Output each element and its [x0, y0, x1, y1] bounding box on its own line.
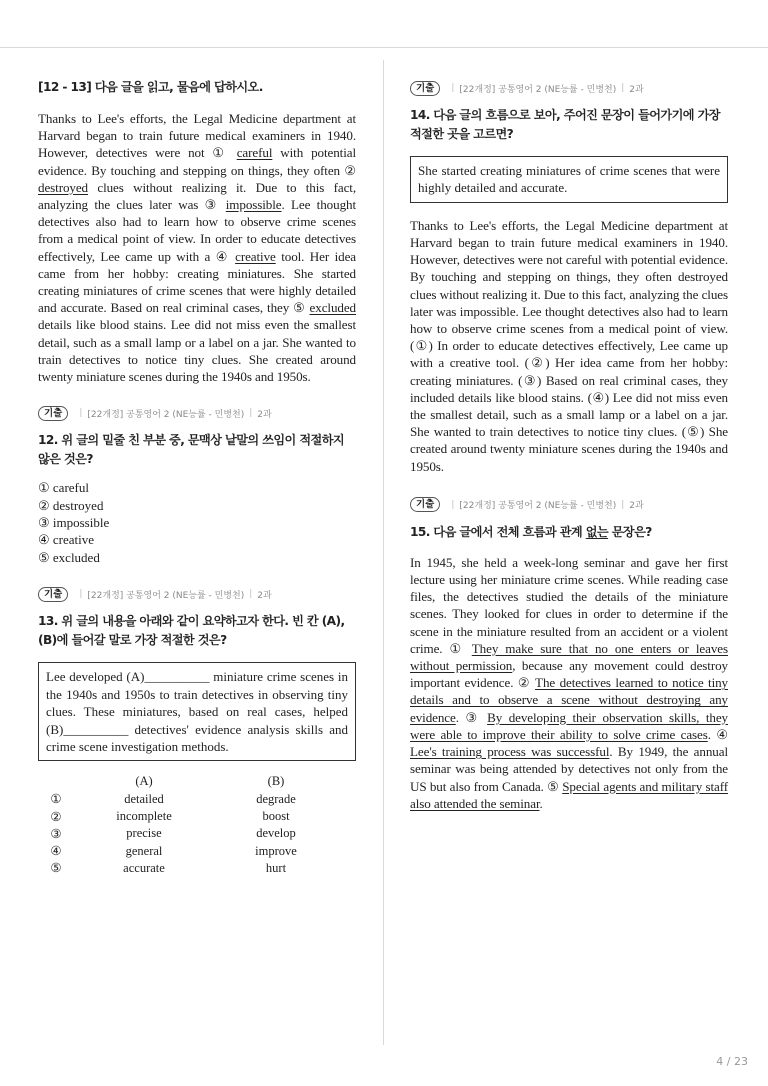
- choice-item[interactable]: ⑤ excluded: [38, 549, 100, 565]
- answer-table: [38, 773, 338, 877]
- row-num: ③: [50, 826, 62, 841]
- page-number: 4 / 23: [716, 1055, 748, 1068]
- passage-text: . ④: [707, 726, 728, 742]
- source-badge: 기출: [38, 587, 68, 602]
- row-a: general: [125, 843, 163, 858]
- row-b: boost: [262, 809, 290, 824]
- table-header-a: (A): [135, 774, 153, 789]
- passage-text: details like blood stains. Lee did not miss even the smallest detail, such as a small lamp or a label on a jar. She wanted to train detectives to notice tiny clues. She created around twenty miniature scenes during the 1940s and 1950s.: [38, 317, 356, 385]
- row-b: develop: [256, 826, 296, 841]
- underlined-word-1: careful: [236, 145, 273, 161]
- underlined-word-5: excluded: [309, 300, 356, 316]
- column-divider: [383, 60, 384, 1045]
- source-tag: 기출 | [22개정] 공통영어 2 (NE능률 - 민병천) | 2과: [38, 405, 356, 421]
- row-num: ⑤: [50, 861, 62, 876]
- source-tag: 기출 | [22개정] 공통영어 2 (NE능률 - 민병천) | 2과: [410, 80, 728, 96]
- table-header-b: (B): [267, 774, 285, 789]
- passage-text: , because any movement could destroy important evidence. ②: [410, 658, 728, 691]
- underlined-sentence-3: By developing their observation skills, they were able to improve their ability to solve crime cases: [410, 709, 728, 742]
- table-row[interactable]: [38, 843, 338, 860]
- choice-item[interactable]: ④ creative: [38, 532, 95, 548]
- row-b: improve: [255, 843, 297, 858]
- underlined-word-4: creative: [235, 248, 276, 264]
- row-num: ①: [50, 792, 62, 807]
- row-a: precise: [126, 826, 162, 841]
- section-title: [12 - 13] 다음 글을 읽고, 물음에 답하시오.: [38, 80, 263, 94]
- question-15-title: [410, 523, 728, 542]
- source-exam: [22개정] 공통영어 2 (NE능률 - 민병천): [459, 501, 617, 512]
- passage-text: with potential evidence. By touching and stepping on things, they often ②: [38, 145, 356, 178]
- passage-3: [410, 554, 728, 812]
- question-12-choices: [38, 479, 356, 566]
- underlined-sentence-1: They make sure that no one enters or leaves without permission: [410, 640, 728, 674]
- question-13-title: 13. 위 글의 내용을 아래와 같이 요약하고자 한다. 빈 칸 (A), (B)에 들어갈 말로 가장 적절한 것은?: [38, 614, 345, 648]
- source-lesson: 2과: [257, 409, 272, 420]
- underlined-word-2: destroyed: [38, 179, 89, 195]
- source-exam: [22개정] 공통영어 2 (NE능률 - 민병천): [459, 84, 617, 95]
- row-a: accurate: [123, 860, 165, 875]
- choice-item[interactable]: ③ impossible: [38, 515, 110, 531]
- passage-text: tool. Her idea came from her hobby: creating miniatures. She started creating miniatures of crime scenes that were highly detailed and accurate. Based on real criminal cases, they ⑤: [38, 248, 356, 316]
- left-column: [38, 78, 356, 877]
- table-header-num: [38, 773, 74, 790]
- table-row[interactable]: [38, 825, 338, 842]
- passage-text: . By 1949, the annual seminar was being attended by detectives not only from the US but also from Canada. ⑤: [410, 744, 728, 794]
- right-column: [410, 80, 728, 812]
- question-12-title: 12. 위 글의 밑줄 친 부분 중, 문맥상 낱말의 쓰임이 적절하지 않은 것은?: [38, 433, 345, 467]
- source-exam: [22개정] 공통영어 2 (NE능률 - 민병천): [87, 409, 245, 420]
- summary-box: Lee developed (A)__________ miniature crime scenes in the 1940s and 1950s to train detectives in observing tiny clues. These miniatures, based on real cases, helped (B)__________ detectives' evidence analysis skills and crime scene investigation methods.: [38, 662, 356, 761]
- header-rule: [0, 47, 768, 48]
- title-text: 문장은?: [608, 524, 652, 539]
- underlined-word-3: impossible: [225, 197, 282, 213]
- choice-item[interactable]: ① careful: [38, 480, 89, 496]
- passage-1: [38, 110, 356, 385]
- row-num: ②: [50, 809, 62, 824]
- source-badge: 기출: [38, 406, 68, 421]
- passage-text: clues without realizing it. Due to this fact, analyzing the clues later was ③: [38, 179, 356, 213]
- choice-item[interactable]: ② destroyed: [38, 497, 104, 513]
- source-badge: 기출: [410, 497, 440, 512]
- source-lesson: 2과: [629, 84, 644, 95]
- underlined-sentence-4: Lee's training process was successful: [410, 744, 610, 760]
- question-14-title: 14. 다음 글의 흐름으로 보아, 주어진 문장이 들어가기에 가장 적절한 곳을 고르면?: [410, 108, 720, 141]
- title-underlined: 없는: [585, 524, 609, 539]
- row-a: detailed: [124, 791, 164, 806]
- passage-text: . ③: [455, 709, 488, 725]
- table-row[interactable]: [38, 791, 338, 808]
- row-b: hurt: [265, 860, 287, 875]
- passage-2: Thanks to Lee's efforts, the Legal Medicine department at Harvard began to train future medical examiners in 1940. However, detectives were not careful with potential evidence. By touching and stepping on things, they often destroyed clues without realizing it. Due to this fact, analyzing the clues later was impossible. Lee thought detectives also had to learn how to observe crime scenes from a medical point of view. (①) In order to educate detectives effectively, Lee came up with a creative tool. (②) Her idea came from her hobby: creating miniatures. (③) Based on real criminal cases, they included details like blood stains. (④) Lee did not miss even the smallest detail, such as a small lamp or a label on a jar. She wanted to train detectives to notice tiny clues. (⑤) She created around twenty miniature scenes during the 1940s and 1950s.: [410, 217, 728, 474]
- table-row[interactable]: [38, 808, 338, 825]
- row-b: degrade: [256, 791, 296, 806]
- given-sentence-box: She started creating miniatures of crime scenes that were highly detailed and accurate.: [410, 156, 728, 203]
- title-text: 15. 다음 글에서 전체 흐름과 관계: [410, 524, 586, 539]
- underlined-sentence-5: Special agents and military staff also attended the seminar: [410, 778, 728, 811]
- source-tag: 기출 | [22개정] 공통영어 2 (NE능률 - 민병천) | 2과: [410, 497, 728, 513]
- row-a: incomplete: [116, 809, 172, 824]
- table-row[interactable]: [38, 860, 338, 877]
- source-exam: [22개정] 공통영어 2 (NE능률 - 민병천): [87, 590, 245, 601]
- row-num: ④: [50, 844, 62, 859]
- underlined-sentence-2: The detectives learned to notice tiny details and to observe a scene without destroying any evidence: [410, 675, 728, 725]
- source-tag: 기출 | [22개정] 공통영어 2 (NE능률 - 민병천) | 2과: [38, 586, 356, 602]
- source-badge: 기출: [410, 81, 440, 96]
- passage-text: .: [539, 795, 543, 811]
- passage-text: In 1945, she held a week-long seminar and gave her first lecture using her miniature crime scenes. While reading case files, the detectives studied the details of the miniature scenes. They looked for clues in order to determine if the scene in the miniature resulted from an accident or a violent crime. ①: [410, 554, 728, 656]
- passage-text: . Lee thought detectives also had to learn how to observe crime scenes from a medical point of view. In order to educate detectives effectively, Lee came up with a ④: [38, 197, 356, 264]
- source-lesson: 2과: [629, 501, 644, 512]
- source-lesson: 2과: [257, 590, 272, 601]
- passage-text: Thanks to Lee's efforts, the Legal Medicine department at Harvard began to train future medical examiners in 1940. However, detectives were not ①: [38, 111, 356, 161]
